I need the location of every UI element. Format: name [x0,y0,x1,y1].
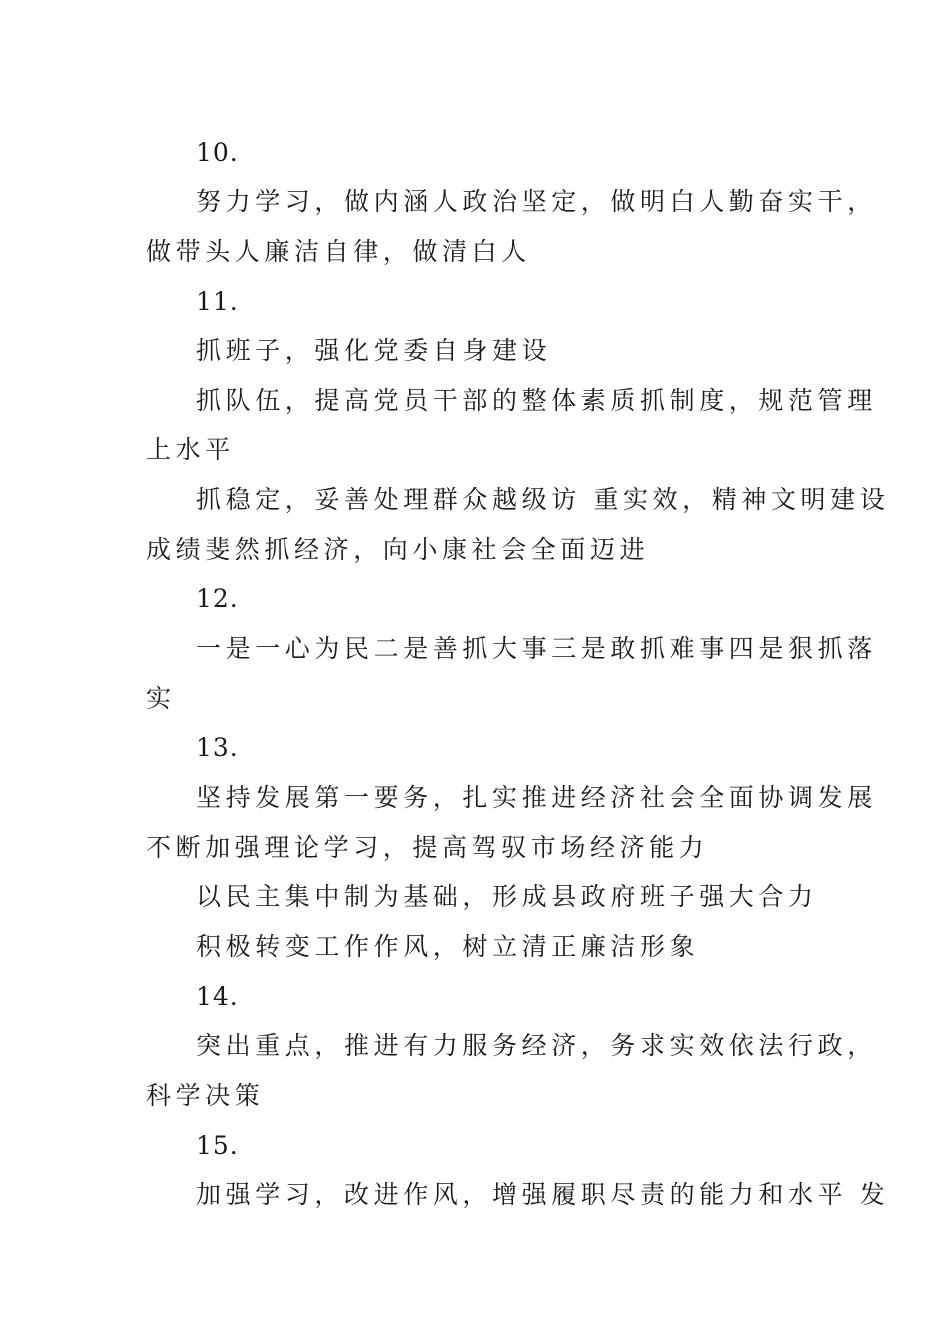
paragraph-line: 坚持发展第一要务，扎实推进经济社会全面协调发展 [196,783,877,812]
paragraph-line: 抓班子，强化党委自身建设 [196,336,552,365]
section-number: 15. [196,1131,239,1160]
section-number: 14. [196,982,239,1011]
paragraph-line: 成绩斐然抓经济，向小康社会全面迈进 [146,535,650,564]
section-number: 11. [196,287,239,316]
paragraph-line: 努力学习，做内涵人政治坚定，做明白人勤奋实干， [196,187,877,216]
paragraph-line: 突出重点，推进有力服务经济，务求实效依法行政， [196,1031,877,1060]
paragraph-line: 不断加强理论学习，提高驾驭市场经济能力 [146,833,709,862]
section-number: 10. [196,138,239,167]
paragraph-line: 抓稳定，妥善处理群众越级访 重实效，精神文明建设 [196,485,890,514]
paragraph-line: 抓队伍，提高党员干部的整体素质抓制度，规范管理 [196,386,877,415]
section-number: 13. [196,733,239,762]
paragraph-line: 积极转变工作作风，树立清正廉洁形象 [196,932,700,961]
paragraph-line: 科学决策 [146,1081,265,1110]
paragraph-line: 上水平 [146,435,235,464]
paragraph-line: 加强学习，改进作风，增强履职尽责的能力和水平 发 [196,1180,890,1209]
paragraph-line: 实 [146,684,176,713]
paragraph-line: 以民主集中制为基础，形成县政府班子强大合力 [196,882,818,911]
section-number: 12. [196,584,239,613]
paragraph-line: 一是一心为民二是善抓大事三是敢抓难事四是狠抓落 [196,634,877,663]
paragraph-line: 做带头人廉洁自律，做清白人 [146,237,531,266]
